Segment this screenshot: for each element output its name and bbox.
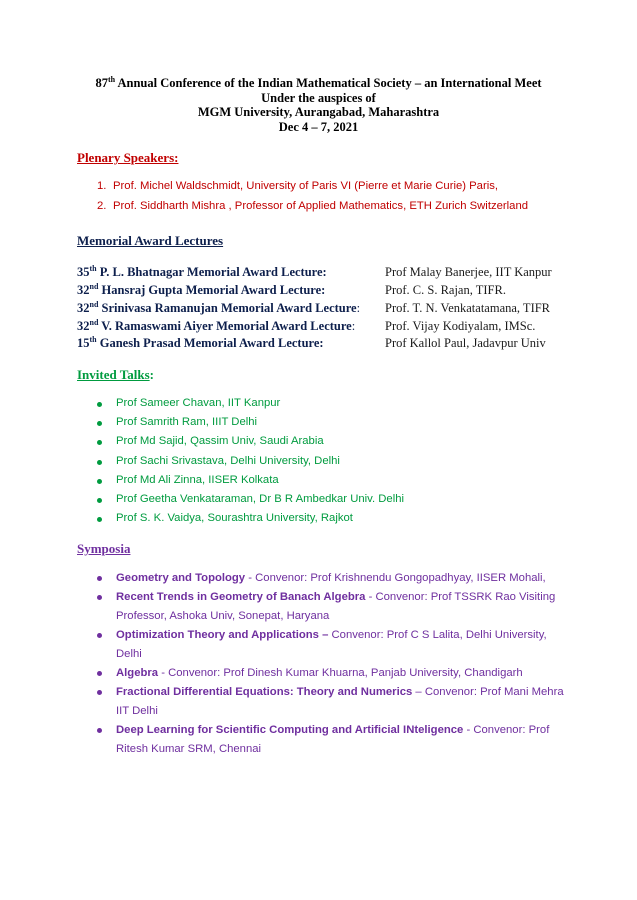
bullet-icon bbox=[97, 517, 102, 522]
award-speaker: Prof Malay Banerjee, IIT Kanpur bbox=[385, 265, 552, 279]
symposia-list bbox=[97, 569, 567, 759]
header-line-4: Dec 4 – 7, 2021 bbox=[278, 119, 359, 134]
list-item: Prof Md Ali Zinna, IISER Kolkata bbox=[97, 474, 404, 493]
bullet-icon bbox=[97, 728, 102, 733]
header-line-1: 87th Annual Conference of the Indian Mathematical Society – an International Meet bbox=[95, 74, 542, 90]
bullet-icon bbox=[97, 460, 102, 465]
list-item: Prof Geetha Venkataraman, Dr B R Ambedkar Univ. Delhi bbox=[97, 493, 404, 512]
bullet-icon bbox=[97, 595, 102, 600]
conference-header bbox=[0, 76, 637, 134]
header-line-3: MGM University, Aurangabad, Maharashtra bbox=[197, 105, 440, 119]
bullet-icon bbox=[97, 671, 102, 676]
bullet-icon bbox=[97, 479, 102, 484]
bullet-icon bbox=[97, 421, 102, 426]
list-item: Prof S. K. Vaidya, Sourashtra University, Rajkot bbox=[97, 512, 404, 531]
list-item: Prof Md Sajid, Qassim Univ, Saudi Arabia bbox=[97, 435, 404, 454]
list-item: Fractional Differential Equations: Theory and Numerics – Convenor: Prof Mani Mehra IIT Delhi bbox=[97, 683, 567, 721]
award-speaker: Prof. T. N. Venkatatamana, TIFR bbox=[385, 301, 551, 315]
header-line-2: Under the auspices of bbox=[261, 90, 376, 105]
list-item: Algebra - Convenor: Prof Dinesh Kumar Khuarna, Panjab University, Chandigarh bbox=[97, 664, 567, 683]
plenary-list bbox=[97, 180, 528, 220]
bullet-icon bbox=[97, 498, 102, 503]
bullet-icon bbox=[97, 440, 102, 445]
list-item: Deep Learning for Scientific Computing and Artificial INteligence - Convenor: Prof Ritesh Kumar SRM, Chennai bbox=[97, 721, 567, 759]
invited-list bbox=[97, 397, 404, 531]
list-item: Prof Samrith Ram, IIIT Delhi bbox=[97, 416, 404, 435]
invited-talks-heading: Invited Talks: bbox=[77, 367, 154, 382]
award-speaker: Prof. Vijay Kodiyalam, IMSc. bbox=[385, 319, 536, 333]
list-item: Prof Sachi Srivastava, Delhi University, Delhi bbox=[97, 455, 404, 474]
bullet-icon bbox=[97, 690, 102, 695]
bullet-icon bbox=[97, 402, 102, 407]
list-item: Prof Sameer Chavan, IIT Kanpur bbox=[97, 397, 404, 416]
list-item: Geometry and Topology - Convenor: Prof Krishnendu Gongopadhyay, IISER Mohali, bbox=[97, 569, 567, 588]
document-page: 87th Annual Conference of the Indian Mathematical Society – an International Meet Under the auspices of MGM University, Aurangabad, Maharashtra Dec 4 – 7, 2021 Plenary Speakers: 1. Prof. Michel Waldschmidt, University of Paris VI (Pierre et Marie Curie) Paris, 2. Prof. Siddharth Mishra , Professor of Applied Mathematics, ETH Zurich Switzerland Memorial Award Lectures 35th P. L. Bhatnagar Memorial Award Lecture: Prof Malay Banerjee, IIT Kanpur 32nd Hansraj Gupta Memorial Award Lecture: Prof. C. S. Rajan, TIFR. 32nd Srinivasa Ramanujan Memorial Award Lecture: Prof. T. N. Venkatatamana, TIFR 32nd V. Ramaswami Aiyer Memorial Award Lecture: Prof. Vijay Kodiyalam, IMSc. 15th Ganesh Prasad Memorial Award Lecture: Prof Kallol Paul, Jadavpur Univ Invited Talks: Prof Sameer Chavan, IIT Kanpur Prof Samrith Ram, IIIT Delhi Prof Md Sajid, Qassim Univ, Saudi Arabia Prof Sachi Srivastava, Delhi University, Delhi Prof Md Ali Zinna, IISER Kolkata Prof Geetha Venkataraman, Dr B R Ambedkar Univ. Delhi Prof S. K. Vaidya, Sourashtra University, Rajkot Symposia Geometry and Topology - Convenor: Prof Krishnendu Gongopadhyay, IISER Mohali, Recent Trends in Geometry of Banach Algebra - Convenor: Prof TSSRK Rao Visiting Professor, Ashoka Univ, Sonepat, Haryana Optimization Theory and Applications – Convenor: Prof C S Lalita, Delhi University, Delhi Algebra - Convenor: Prof Dinesh Kumar Khuarna, Panjab University, Chandigarh Fractional Differential Equations: Theory and Numerics – Convenor: Prof Mani Mehra IIT Delhi Deep Learning for Scientific Computing and Artificial INteligence - Convenor: Prof Ritesh Kumar SRM, Chennai bbox=[0, 0, 637, 900]
plenary-speakers-heading: Plenary Speakers: bbox=[77, 150, 179, 165]
symposia-heading: Symposia bbox=[77, 541, 131, 556]
bullet-icon bbox=[97, 633, 102, 638]
plenary-item: 1. Prof. Michel Waldschmidt, University of Paris VI (Pierre et Marie Curie) Paris, bbox=[97, 180, 499, 192]
award-speaker: Prof Kallol Paul, Jadavpur Univ bbox=[385, 336, 546, 350]
list-item: Recent Trends in Geometry of Banach Algebra - Convenor: Prof TSSRK Rao Visiting Professor, Ashoka Univ, Sonepat, Haryana bbox=[97, 588, 567, 626]
bullet-icon bbox=[97, 576, 102, 581]
memorial-lectures-heading: Memorial Award Lectures bbox=[77, 233, 224, 248]
list-item: Optimization Theory and Applications – Convenor: Prof C S Lalita, Delhi University, Delhi bbox=[97, 626, 567, 664]
plenary-item: 2. Prof. Siddharth Mishra , Professor of Applied Mathematics, ETH Zurich Switzerland bbox=[97, 200, 529, 212]
award-speaker: Prof. C. S. Rajan, TIFR. bbox=[385, 283, 506, 297]
